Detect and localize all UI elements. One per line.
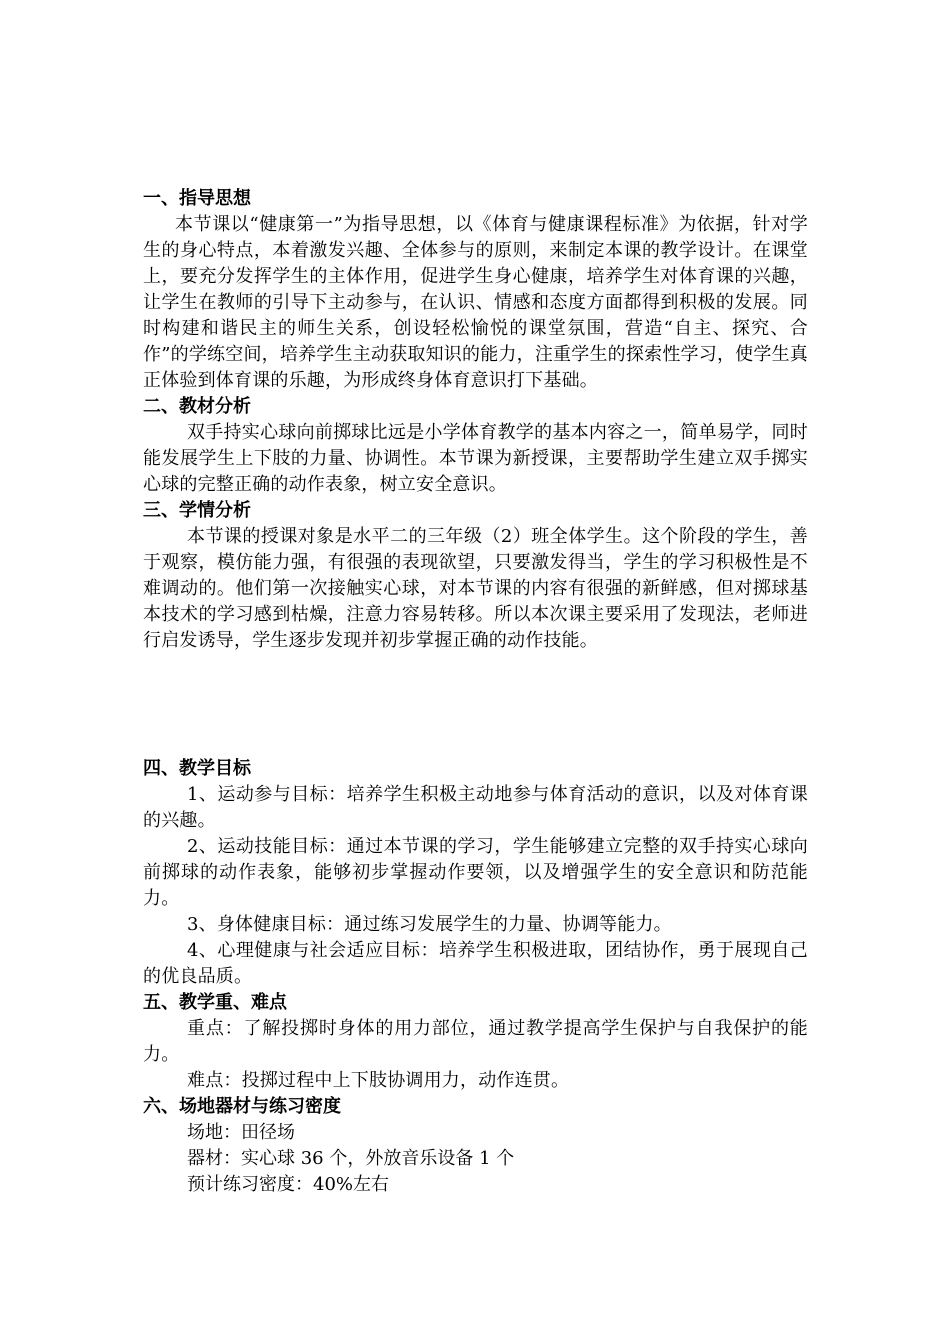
section-heading-teaching-goals: 四、教学目标 xyxy=(143,758,251,779)
material-analysis-text: 双手持实心球向前掷球比远是小学体育教学的基本内容之一，简单易学，同时能发展学生上下肢的力量、协调性。本节课为新授课，主要帮助学生建立双手掷实心球的完整正确的动作表象，树立安全意识。 xyxy=(143,422,808,495)
venue-text: 场地：田径场 xyxy=(187,1122,295,1143)
page-gap xyxy=(143,654,808,756)
difficult-point-text: 难点：投掷过程中上下肢协调用力，动作连贯。 xyxy=(187,1070,570,1091)
density-text: 预计练习密度：40%左右 xyxy=(187,1174,390,1195)
document-page xyxy=(143,186,808,1198)
key-point-text: 重点：了解投掷时身体的用力部位，通过教学提高学生保护与自我保护的能力。 xyxy=(143,1018,808,1065)
goal-skills: 2、运动技能目标：通过本节课的学习，学生能够建立完整的双手持实心球向前掷球的动作表象，能够初步掌握动作要领，以及增强学生的安全意识和防范能力。 xyxy=(143,836,808,909)
section-heading-key-difficult: 五、教学重、难点 xyxy=(143,992,287,1013)
goal-participation: 1、运动参与目标：培养学生积极主动地参与体育活动的意识，以及对体育课的兴趣。 xyxy=(143,784,808,831)
section-heading-student-analysis: 三、学情分析 xyxy=(143,500,251,521)
student-analysis-text: 本节课的授课对象是水平二的三年级（2）班全体学生。这个阶段的学生，善于观察，模仿能力强，有很强的表现欲望，只要激发得当，学生的学习积极性是不难调动的。他们第一次接触实心球，对本节课的内容有很强的新鲜感，但对掷球基本技术的学习感到枯燥，注意力容易转移。所以本次课主要采用了发现法，老师进行启发诱导，学生逐步发现并初步掌握正确的动作技能。 xyxy=(143,526,808,651)
goal-mental-social: 4、心理健康与社会适应目标：培养学生积极进取，团结协作，勇于展现自己的优良品质。 xyxy=(143,940,808,987)
section-heading-venue-equipment: 六、场地器材与练习密度 xyxy=(143,1096,341,1117)
section-heading-guiding-ideology: 一、指导思想 xyxy=(143,188,251,209)
equipment-text: 器材：实心球 36 个，外放音乐设备 1 个 xyxy=(187,1148,515,1169)
section-heading-material-analysis: 二、教材分析 xyxy=(143,396,251,417)
goal-health: 3、身体健康目标：通过练习发展学生的力量、协调等能力。 xyxy=(187,914,672,935)
guiding-ideology-text: 本节课以“健康第一”为指导思想，以《体育与健康课程标准》为依据，针对学生的身心特点，本着激发兴趣、全体参与的原则，来制定本课的教学设计。在课堂上，要充分发挥学生的主体作用，促进学生身心健康，培养学生对体育课的兴趣，让学生在教师的引导下主动参与，在认识、情感和态度方面都得到积极的发展。同时构建和谐民主的师生关系，创设轻松愉悦的课堂氛围，营造“自主、探究、合作”的学练空间，培养学生主动获取知识的能力，注重学生的探索性学习，使学生真正体验到体育课的乐趣，为形成终身体育意识打下基础。 xyxy=(143,214,808,391)
